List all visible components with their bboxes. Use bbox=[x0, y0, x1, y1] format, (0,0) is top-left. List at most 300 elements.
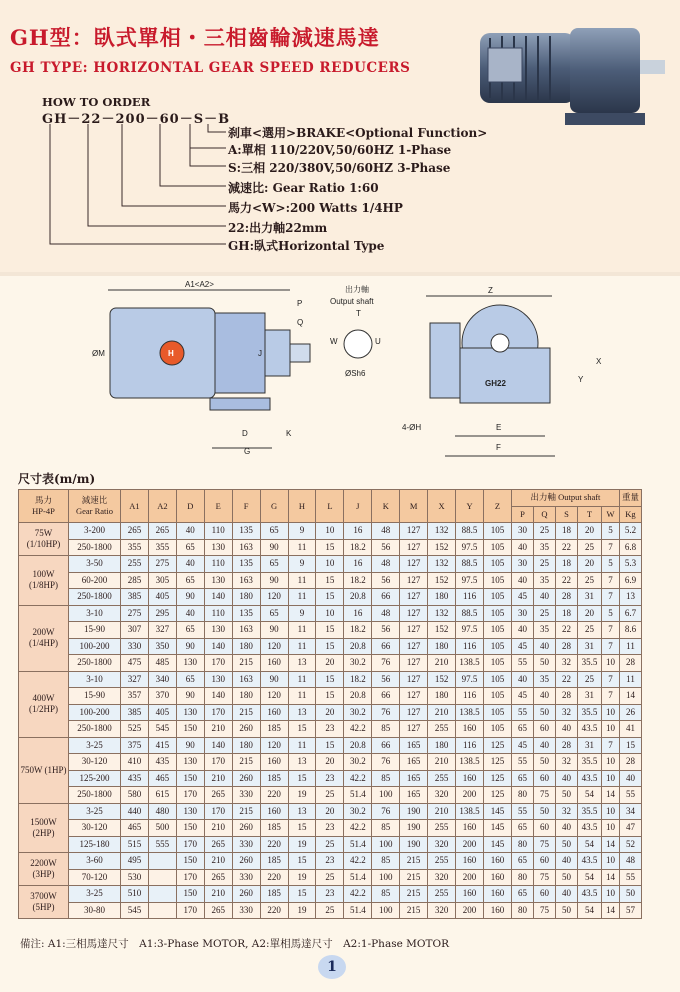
header-col-a1: A1 bbox=[121, 490, 149, 523]
table-cell: 190 bbox=[400, 820, 428, 837]
table-cell: 28 bbox=[555, 688, 577, 705]
table-cell: 110 bbox=[204, 523, 232, 540]
dimension-table bbox=[18, 489, 642, 919]
table-cell: 85 bbox=[372, 853, 400, 870]
table-cell: 14 bbox=[620, 688, 642, 705]
table-cell: 200 bbox=[456, 836, 484, 853]
table-cell: 11 bbox=[288, 737, 316, 754]
table-cell: 26 bbox=[620, 704, 642, 721]
table-cell: 40 bbox=[511, 539, 533, 556]
table-cell: 160 bbox=[456, 820, 484, 837]
table-cell: 43.5 bbox=[577, 721, 601, 738]
table-cell: 60 bbox=[533, 721, 555, 738]
table-cell: 50 bbox=[533, 655, 555, 672]
gear-ratio-cell: 30-120 bbox=[69, 754, 121, 771]
table-cell: 160 bbox=[260, 704, 288, 721]
label-x: X bbox=[596, 357, 602, 366]
label-plate: GH22 bbox=[485, 379, 506, 388]
table-cell: 32 bbox=[555, 704, 577, 721]
table-cell: 152 bbox=[428, 671, 456, 688]
table-cell: 120 bbox=[260, 589, 288, 606]
table-cell: 65 bbox=[511, 721, 533, 738]
table-cell: 31 bbox=[577, 589, 601, 606]
header-col-p: P bbox=[511, 506, 533, 523]
table-cell: 215 bbox=[232, 803, 260, 820]
table-cell: 80 bbox=[511, 902, 533, 919]
table-cell: 180 bbox=[428, 737, 456, 754]
table-row bbox=[19, 754, 642, 771]
table-cell: 185 bbox=[260, 721, 288, 738]
table-row bbox=[19, 704, 642, 721]
table-cell: 22 bbox=[555, 539, 577, 556]
table-cell: 510 bbox=[121, 886, 149, 903]
hp-group-label: 1500W (2HP) bbox=[19, 803, 69, 853]
table-cell: 15 bbox=[316, 589, 344, 606]
table-cell: 110 bbox=[204, 605, 232, 622]
table-cell: 350 bbox=[148, 638, 176, 655]
table-cell: 85 bbox=[372, 721, 400, 738]
table-cell: 65 bbox=[176, 572, 204, 589]
header-col-j: J bbox=[344, 490, 372, 523]
label-d: D bbox=[242, 429, 248, 438]
table-cell: 165 bbox=[400, 737, 428, 754]
table-cell: 255 bbox=[428, 853, 456, 870]
table-cell: 14 bbox=[601, 787, 619, 804]
table-cell: 40 bbox=[533, 638, 555, 655]
table-row bbox=[19, 770, 642, 787]
table-cell: 215 bbox=[400, 853, 428, 870]
table-cell: 23 bbox=[316, 886, 344, 903]
table-cell: 265 bbox=[204, 869, 232, 886]
table-cell: 220 bbox=[260, 787, 288, 804]
table-cell: 35.5 bbox=[577, 803, 601, 820]
table-row bbox=[19, 572, 642, 589]
table-cell: 15 bbox=[316, 638, 344, 655]
table-cell: 127 bbox=[400, 539, 428, 556]
table-cell: 34 bbox=[620, 803, 642, 820]
order-option-shaft: 22:出力軸22mm bbox=[228, 221, 328, 235]
table-cell: 15 bbox=[288, 853, 316, 870]
table-cell: 15 bbox=[316, 688, 344, 705]
table-row bbox=[19, 869, 642, 886]
table-cell: 35.5 bbox=[577, 704, 601, 721]
table-cell: 76 bbox=[372, 754, 400, 771]
table-cell: 25 bbox=[577, 622, 601, 639]
table-cell bbox=[148, 853, 176, 870]
table-cell: 20 bbox=[577, 605, 601, 622]
label-output-shaft-cn: 出力軸 bbox=[345, 285, 369, 294]
label-a1a2: A1<A2> bbox=[185, 280, 214, 289]
hp-group-label: 2200W (3HP) bbox=[19, 853, 69, 886]
table-cell: 145 bbox=[483, 836, 511, 853]
table-cell: 185 bbox=[260, 820, 288, 837]
table-cell: 116 bbox=[456, 737, 484, 754]
table-cell: 55 bbox=[620, 787, 642, 804]
table-cell: 35.5 bbox=[577, 655, 601, 672]
table-cell: 25 bbox=[577, 671, 601, 688]
table-cell: 50 bbox=[533, 803, 555, 820]
header-col-g: G bbox=[260, 490, 288, 523]
title-english: GH TYPE: HORIZONTAL GEAR SPEED REDUCERS bbox=[10, 60, 411, 76]
table-cell: 15 bbox=[316, 539, 344, 556]
table-row bbox=[19, 902, 642, 919]
table-cell: 7 bbox=[601, 622, 619, 639]
table-cell: 275 bbox=[121, 605, 149, 622]
table-cell: 30.2 bbox=[344, 754, 372, 771]
table-cell: 105 bbox=[483, 638, 511, 655]
table-cell: 41 bbox=[620, 721, 642, 738]
hp-group-label: 3700W (5HP) bbox=[19, 886, 69, 919]
order-option-brake: 刹車<選用>BRAKE<Optional Function> bbox=[228, 126, 488, 140]
table-cell: 105 bbox=[483, 671, 511, 688]
table-cell: 65 bbox=[176, 539, 204, 556]
hp-group-label: 100W (1/8HP) bbox=[19, 556, 69, 606]
header-col-k: K bbox=[372, 490, 400, 523]
table-cell: 11 bbox=[288, 539, 316, 556]
table-cell: 7 bbox=[601, 737, 619, 754]
table-cell: 116 bbox=[456, 589, 484, 606]
table-cell: 42.2 bbox=[344, 721, 372, 738]
table-cell: 40 bbox=[555, 886, 577, 903]
table-cell: 545 bbox=[121, 902, 149, 919]
order-option-single-phase: A:單相 110/220V,50/60HZ 1-Phase bbox=[228, 143, 452, 157]
table-cell: 11 bbox=[288, 671, 316, 688]
table-cell: 170 bbox=[204, 803, 232, 820]
table-cell: 43.5 bbox=[577, 770, 601, 787]
table-cell: 116 bbox=[456, 688, 484, 705]
table-cell: 13 bbox=[288, 803, 316, 820]
table-cell: 215 bbox=[232, 655, 260, 672]
table-cell: 40 bbox=[620, 770, 642, 787]
table-cell: 265 bbox=[204, 787, 232, 804]
table-cell: 255 bbox=[121, 556, 149, 573]
table-cell: 52 bbox=[620, 836, 642, 853]
gear-ratio-cell: 30-80 bbox=[69, 902, 121, 919]
table-cell: 11 bbox=[288, 638, 316, 655]
header-col-a2: A2 bbox=[148, 490, 176, 523]
table-cell: 220 bbox=[260, 869, 288, 886]
table-cell: 51.4 bbox=[344, 787, 372, 804]
table-cell: 90 bbox=[260, 539, 288, 556]
table-cell: 7 bbox=[601, 688, 619, 705]
table-cell: 11 bbox=[620, 638, 642, 655]
table-cell: 56 bbox=[372, 622, 400, 639]
table-cell: 11 bbox=[288, 572, 316, 589]
table-cell: 375 bbox=[121, 737, 149, 754]
table-cell: 51.4 bbox=[344, 902, 372, 919]
table-cell: 40 bbox=[511, 572, 533, 589]
table-cell: 6.9 bbox=[620, 572, 642, 589]
table-cell: 170 bbox=[204, 754, 232, 771]
table-cell: 85 bbox=[372, 820, 400, 837]
table-cell: 405 bbox=[148, 704, 176, 721]
table-cell: 116 bbox=[456, 638, 484, 655]
table-cell: 90 bbox=[176, 638, 204, 655]
table-cell: 50 bbox=[555, 869, 577, 886]
table-cell: 138.5 bbox=[456, 655, 484, 672]
table-cell: 65 bbox=[511, 770, 533, 787]
table-row bbox=[19, 589, 642, 606]
table-cell: 160 bbox=[456, 886, 484, 903]
table-cell: 10 bbox=[316, 605, 344, 622]
table-cell: 15 bbox=[288, 820, 316, 837]
table-cell: 145 bbox=[483, 820, 511, 837]
table-cell: 615 bbox=[148, 787, 176, 804]
table-cell: 45 bbox=[511, 737, 533, 754]
table-cell: 32 bbox=[555, 803, 577, 820]
table-cell: 18.2 bbox=[344, 671, 372, 688]
table-cell: 138.5 bbox=[456, 754, 484, 771]
table-cell: 66 bbox=[372, 638, 400, 655]
table-cell: 127 bbox=[400, 721, 428, 738]
table-cell: 110 bbox=[204, 556, 232, 573]
header-col-w: W bbox=[601, 506, 619, 523]
gear-ratio-cell: 100-200 bbox=[69, 638, 121, 655]
label-sh: ØSh6 bbox=[345, 369, 366, 378]
table-cell: 20.8 bbox=[344, 737, 372, 754]
table-cell: 150 bbox=[176, 820, 204, 837]
header-col-d: D bbox=[176, 490, 204, 523]
table-cell: 40 bbox=[176, 556, 204, 573]
table-cell: 260 bbox=[232, 886, 260, 903]
table-cell: 32 bbox=[555, 754, 577, 771]
how-to-order-title: HOW TO ORDER bbox=[42, 95, 151, 109]
table-cell: 60 bbox=[533, 770, 555, 787]
table-cell: 20.8 bbox=[344, 688, 372, 705]
table-cell: 65 bbox=[511, 886, 533, 903]
table-cell: 10 bbox=[601, 886, 619, 903]
table-cell: 15 bbox=[316, 737, 344, 754]
table-cell: 20 bbox=[577, 523, 601, 540]
table-row bbox=[19, 787, 642, 804]
table-cell: 485 bbox=[148, 655, 176, 672]
table-cell: 327 bbox=[121, 671, 149, 688]
table-cell: 125 bbox=[483, 770, 511, 787]
table-cell: 150 bbox=[176, 721, 204, 738]
table-cell: 19 bbox=[288, 869, 316, 886]
table-cell: 180 bbox=[232, 737, 260, 754]
table-cell: 105 bbox=[483, 572, 511, 589]
table-row bbox=[19, 556, 642, 573]
header-weight: 重量 bbox=[620, 490, 642, 507]
table-cell: 23 bbox=[316, 770, 344, 787]
table-cell: 10 bbox=[316, 523, 344, 540]
footnote: 備注: A1:三相馬達尺寸 A1:3-Phase MOTOR, A2:單相馬達尺寸 A2:1-Phase MOTOR bbox=[20, 938, 450, 950]
table-cell: 18.2 bbox=[344, 539, 372, 556]
table-cell: 170 bbox=[176, 869, 204, 886]
table-cell: 180 bbox=[232, 688, 260, 705]
table-cell: 10 bbox=[601, 770, 619, 787]
order-option-type: GH:臥式Horizontal Type bbox=[228, 239, 385, 253]
table-cell: 105 bbox=[483, 556, 511, 573]
table-cell: 545 bbox=[148, 721, 176, 738]
table-row bbox=[19, 622, 642, 639]
table-cell: 90 bbox=[176, 688, 204, 705]
table-cell: 16 bbox=[344, 556, 372, 573]
table-cell: 130 bbox=[176, 704, 204, 721]
table-cell: 56 bbox=[372, 539, 400, 556]
table-cell: 40 bbox=[511, 671, 533, 688]
table-cell: 130 bbox=[204, 622, 232, 639]
table-cell: 90 bbox=[260, 622, 288, 639]
table-cell: 30.2 bbox=[344, 655, 372, 672]
table-cell: 18 bbox=[555, 556, 577, 573]
table-cell: 150 bbox=[176, 886, 204, 903]
table-cell: 215 bbox=[400, 902, 428, 919]
table-cell: 75 bbox=[533, 869, 555, 886]
table-cell: 42.2 bbox=[344, 770, 372, 787]
table-cell: 340 bbox=[148, 671, 176, 688]
table-cell: 9 bbox=[288, 556, 316, 573]
gear-ratio-cell: 15-90 bbox=[69, 622, 121, 639]
table-cell: 150 bbox=[176, 853, 204, 870]
table-cell: 135 bbox=[232, 556, 260, 573]
gear-ratio-cell: 3-10 bbox=[69, 605, 121, 622]
table-cell: 28 bbox=[555, 589, 577, 606]
table-cell: 163 bbox=[232, 539, 260, 556]
gear-ratio-cell: 3-25 bbox=[69, 737, 121, 754]
table-cell: 22 bbox=[555, 572, 577, 589]
table-cell: 28 bbox=[555, 638, 577, 655]
table-cell: 43.5 bbox=[577, 820, 601, 837]
table-cell: 50 bbox=[620, 886, 642, 903]
table-cell: 80 bbox=[511, 836, 533, 853]
table-cell: 18 bbox=[555, 605, 577, 622]
table-cell: 97.5 bbox=[456, 572, 484, 589]
table-cell: 127 bbox=[400, 622, 428, 639]
table-cell: 45 bbox=[511, 589, 533, 606]
table-cell: 105 bbox=[483, 655, 511, 672]
table-cell: 9 bbox=[288, 605, 316, 622]
table-cell: 28 bbox=[620, 754, 642, 771]
gear-ratio-cell: 15-90 bbox=[69, 688, 121, 705]
table-cell: 80 bbox=[511, 869, 533, 886]
table-row bbox=[19, 638, 642, 655]
table-cell: 127 bbox=[400, 655, 428, 672]
label-k: K bbox=[286, 429, 292, 438]
table-cell: 60 bbox=[533, 886, 555, 903]
table-cell: 28 bbox=[620, 655, 642, 672]
table-cell: 20.8 bbox=[344, 638, 372, 655]
table-cell: 40 bbox=[533, 589, 555, 606]
table-cell: 23 bbox=[316, 721, 344, 738]
table-cell: 495 bbox=[121, 853, 149, 870]
table-cell: 25 bbox=[316, 836, 344, 853]
table-cell: 265 bbox=[121, 523, 149, 540]
table-cell: 60 bbox=[533, 853, 555, 870]
table-cell: 31 bbox=[577, 688, 601, 705]
table-cell: 19 bbox=[288, 836, 316, 853]
table-cell: 66 bbox=[372, 688, 400, 705]
table-cell: 320 bbox=[428, 869, 456, 886]
table-cell: 88.5 bbox=[456, 523, 484, 540]
table-cell: 465 bbox=[148, 770, 176, 787]
table-cell: 165 bbox=[400, 754, 428, 771]
table-cell: 18.2 bbox=[344, 622, 372, 639]
table-cell: 163 bbox=[232, 671, 260, 688]
table-cell: 5 bbox=[601, 605, 619, 622]
label-m: ØM bbox=[92, 349, 105, 358]
table-cell: 90 bbox=[260, 572, 288, 589]
table-cell: 415 bbox=[148, 737, 176, 754]
table-cell: 370 bbox=[148, 688, 176, 705]
header-col-z: Z bbox=[483, 490, 511, 523]
table-cell: 55 bbox=[511, 803, 533, 820]
table-cell: 65 bbox=[176, 622, 204, 639]
label-f: F bbox=[496, 443, 501, 452]
table-cell: 11 bbox=[620, 671, 642, 688]
table-cell: 190 bbox=[400, 836, 428, 853]
table-cell: 90 bbox=[176, 589, 204, 606]
table-cell: 45 bbox=[511, 688, 533, 705]
table-cell: 127 bbox=[400, 523, 428, 540]
table-cell: 130 bbox=[176, 803, 204, 820]
header-col-q: Q bbox=[533, 506, 555, 523]
table-cell: 305 bbox=[148, 572, 176, 589]
table-row bbox=[19, 853, 642, 870]
table-cell: 210 bbox=[428, 803, 456, 820]
table-cell: 255 bbox=[428, 721, 456, 738]
table-cell: 15 bbox=[288, 770, 316, 787]
table-cell: 54 bbox=[577, 836, 601, 853]
table-cell: 76 bbox=[372, 655, 400, 672]
table-cell: 20 bbox=[316, 655, 344, 672]
gear-ratio-cell: 125-180 bbox=[69, 836, 121, 853]
table-cell: 55 bbox=[620, 869, 642, 886]
table-row bbox=[19, 803, 642, 820]
table-cell: 130 bbox=[204, 671, 232, 688]
table-cell: 35.5 bbox=[577, 754, 601, 771]
table-cell: 165 bbox=[400, 787, 428, 804]
table-cell: 210 bbox=[428, 655, 456, 672]
table-cell: 22 bbox=[555, 622, 577, 639]
table-cell: 47 bbox=[620, 820, 642, 837]
table-cell: 105 bbox=[483, 523, 511, 540]
table-cell: 25 bbox=[316, 869, 344, 886]
table-cell: 120 bbox=[260, 737, 288, 754]
table-cell: 210 bbox=[204, 820, 232, 837]
table-cell: 19 bbox=[288, 787, 316, 804]
header-col-f: F bbox=[232, 490, 260, 523]
table-cell: 97.5 bbox=[456, 539, 484, 556]
table-cell: 10 bbox=[601, 803, 619, 820]
gear-ratio-cell: 250-1800 bbox=[69, 655, 121, 672]
table-cell: 475 bbox=[121, 655, 149, 672]
table-cell: 410 bbox=[121, 754, 149, 771]
table-cell: 138.5 bbox=[456, 803, 484, 820]
table-cell: 215 bbox=[400, 886, 428, 903]
label-q: Q bbox=[297, 318, 304, 327]
table-cell: 160 bbox=[483, 902, 511, 919]
table-cell bbox=[148, 886, 176, 903]
table-cell: 50 bbox=[555, 787, 577, 804]
table-cell: 40 bbox=[555, 853, 577, 870]
table-cell: 163 bbox=[232, 622, 260, 639]
table-cell: 30 bbox=[511, 605, 533, 622]
table-cell: 8.6 bbox=[620, 622, 642, 639]
table-cell: 180 bbox=[232, 589, 260, 606]
table-cell: 435 bbox=[148, 754, 176, 771]
table-cell: 330 bbox=[232, 902, 260, 919]
table-cell: 330 bbox=[232, 869, 260, 886]
gear-ratio-cell: 100-200 bbox=[69, 704, 121, 721]
table-cell: 11 bbox=[288, 589, 316, 606]
table-cell: 127 bbox=[400, 704, 428, 721]
table-cell: 132 bbox=[428, 605, 456, 622]
table-cell: 51.4 bbox=[344, 836, 372, 853]
title-chinese: GH型：臥式單相・三相齒輪減速馬達 bbox=[10, 25, 380, 50]
table-cell: 43.5 bbox=[577, 853, 601, 870]
